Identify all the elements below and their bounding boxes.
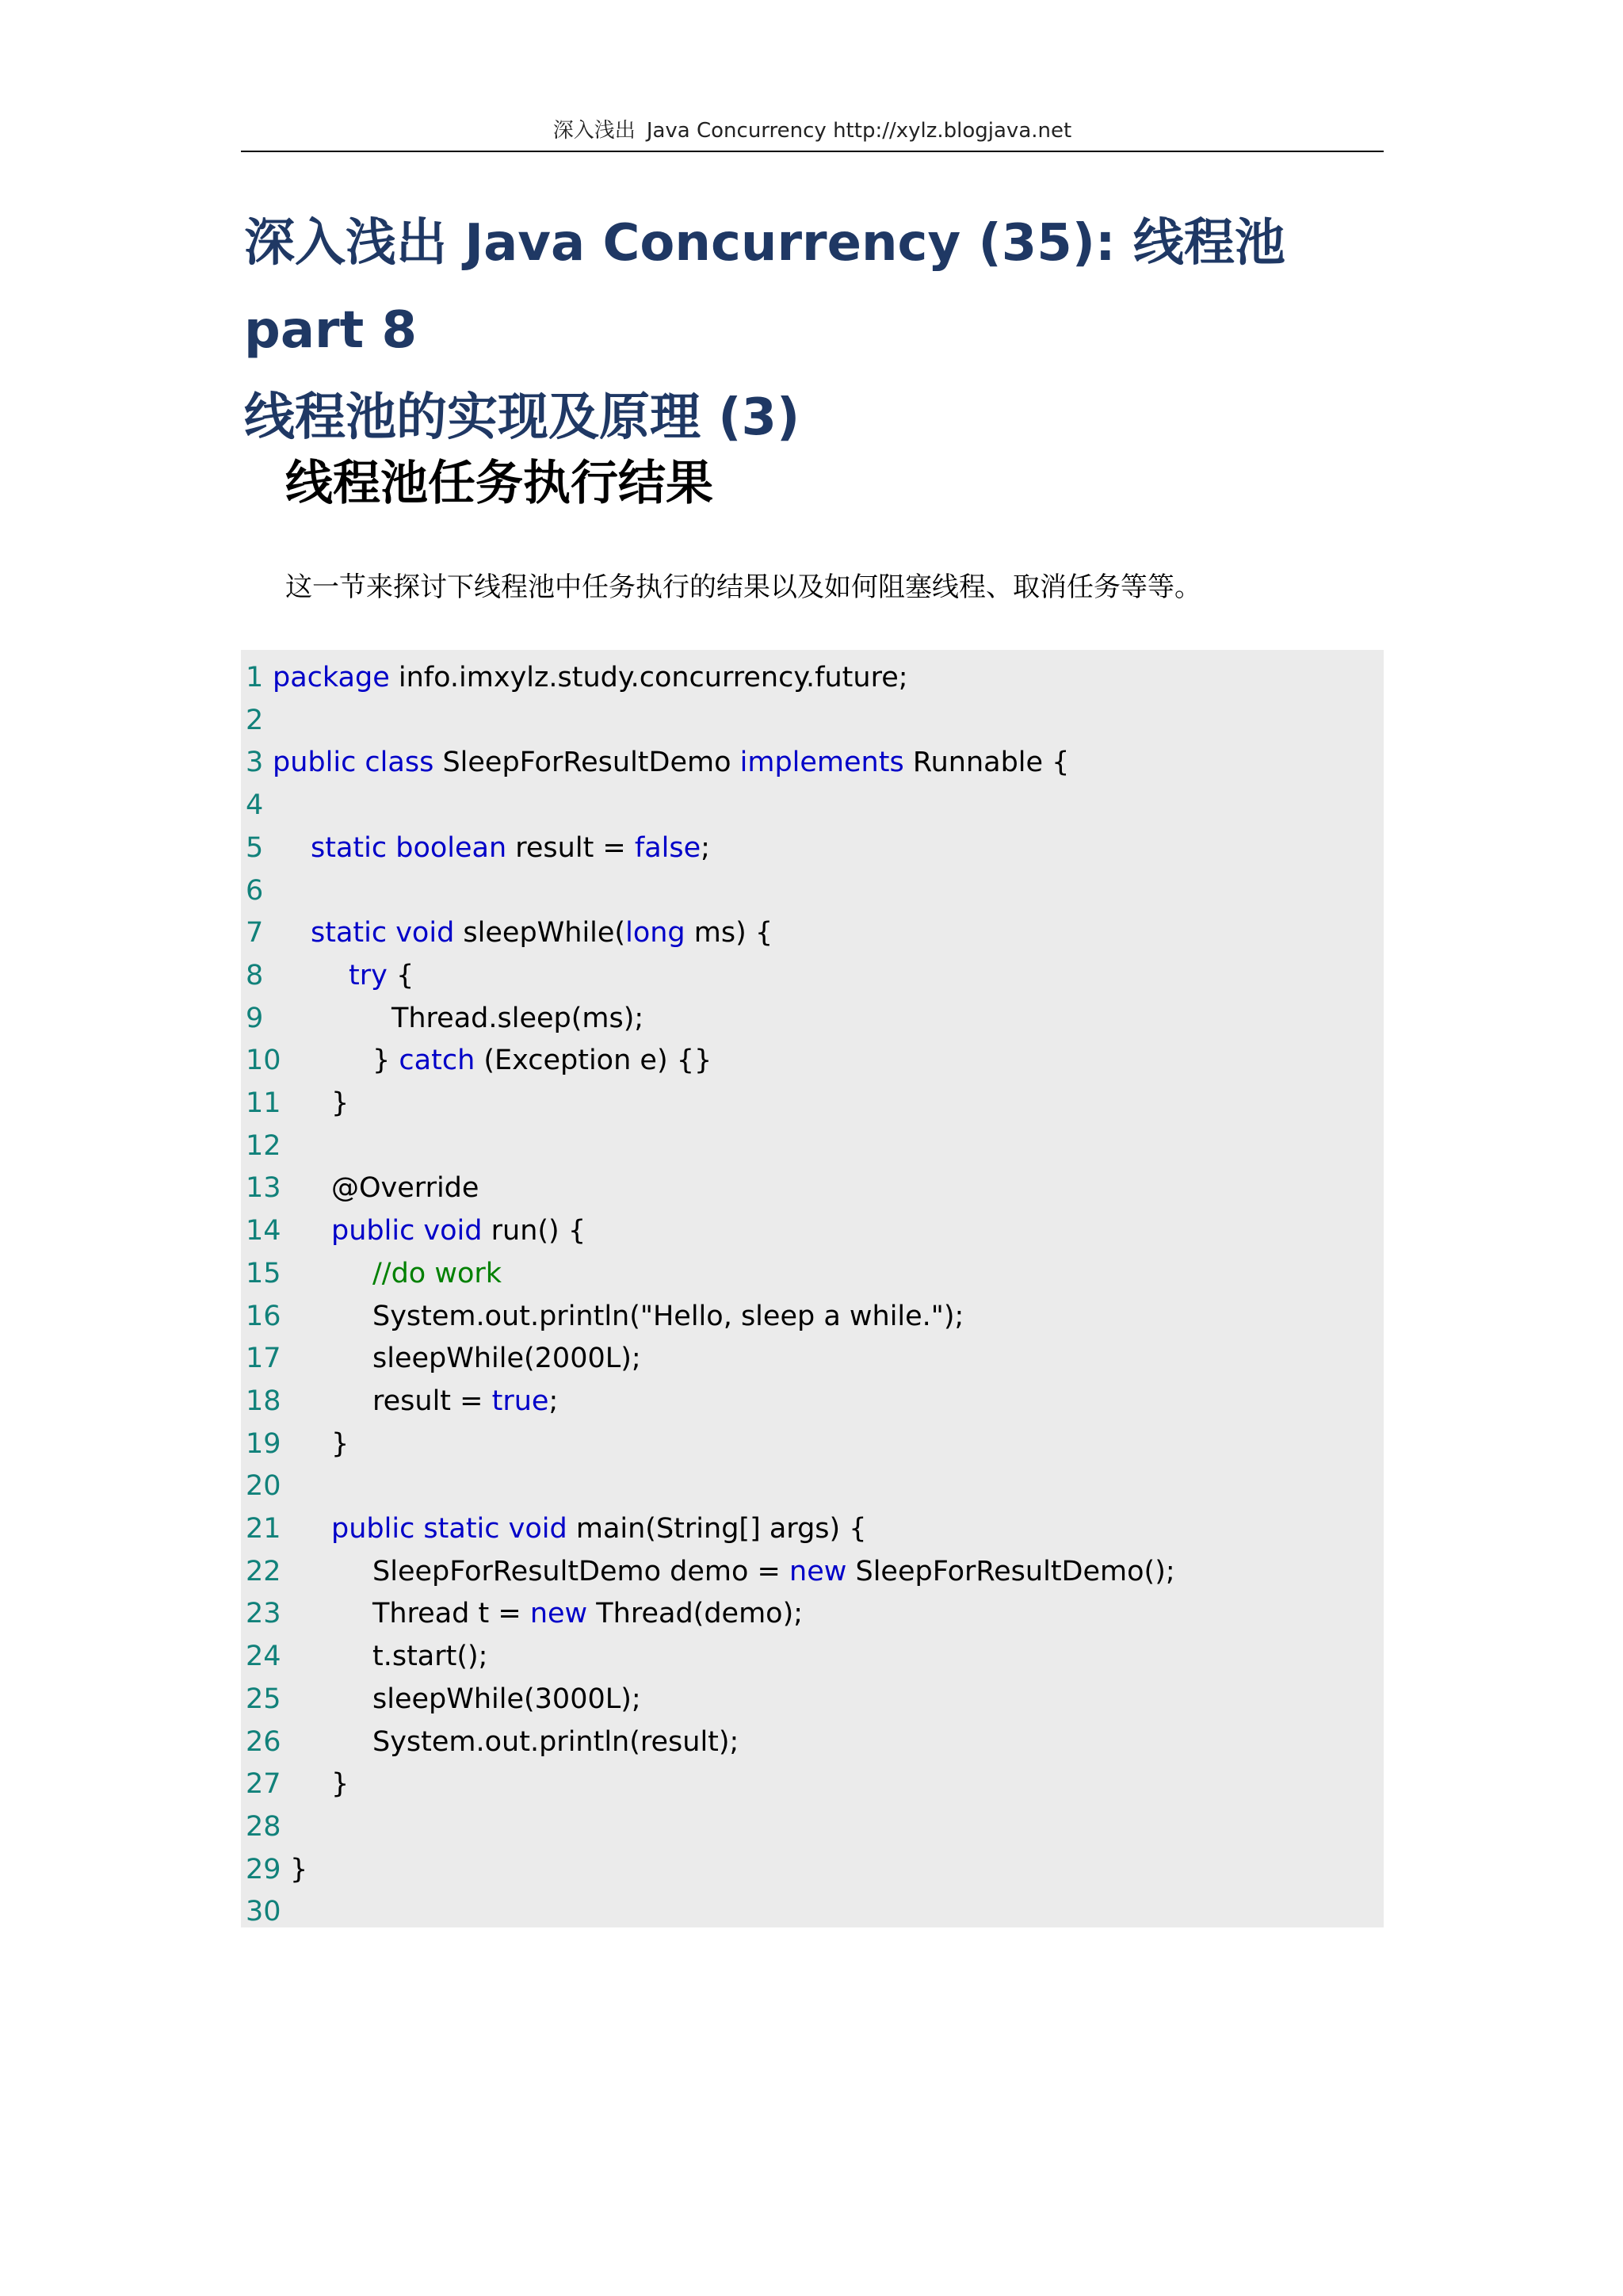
code-line	[241, 1763, 1384, 1805]
code-line	[241, 741, 1384, 784]
code-source	[273, 741, 1069, 784]
code-keyword: public void	[331, 1215, 483, 1247]
code-text: }	[331, 1768, 349, 1801]
code-source	[372, 1380, 558, 1423]
code-keyword: try	[349, 959, 388, 991]
code-keyword: true	[491, 1385, 549, 1417]
line-number: 28	[246, 1810, 281, 1843]
code-text: Thread t =	[372, 1598, 530, 1630]
code-line	[241, 954, 1384, 997]
code-text: System.out.println(result);	[372, 1725, 739, 1758]
code-keyword: static boolean	[311, 831, 507, 864]
code-keyword: implements	[739, 747, 904, 779]
code-text: result =	[372, 1385, 492, 1417]
code-text: sleepWhile(2000L);	[372, 1343, 641, 1375]
code-source	[372, 1295, 964, 1338]
code-text: main(String[] args) {	[567, 1513, 867, 1545]
title-line-2: 线程池的实现及原理 (3)	[244, 388, 800, 447]
code-keyword: package	[273, 662, 390, 693]
code-source	[311, 911, 773, 954]
code-line	[241, 997, 1384, 1040]
code-line	[241, 1507, 1384, 1550]
code-text: Thread.sleep(ms);	[391, 1002, 644, 1034]
code-line	[241, 1635, 1384, 1678]
line-number: 11	[246, 1087, 281, 1119]
code-line	[241, 1125, 1384, 1167]
code-text: Runnable {	[903, 747, 1070, 779]
code-keyword: long	[625, 917, 685, 949]
code-keyword: catch	[399, 1045, 475, 1077]
code-source	[331, 1209, 586, 1252]
code-source	[372, 1721, 739, 1763]
code-text: result =	[506, 831, 635, 864]
code-line	[241, 656, 1384, 699]
code-text: }	[331, 1087, 349, 1119]
line-number: 8	[246, 959, 264, 991]
line-number: 20	[246, 1470, 281, 1503]
code-text: info.imxylz.study.concurrency.future;	[389, 662, 908, 693]
line-number: 9	[246, 1002, 264, 1034]
code-line	[241, 699, 1384, 742]
line-number: 29	[246, 1853, 281, 1885]
code-text: System.out.println("Hello, sleep a while.");	[372, 1300, 964, 1332]
line-number: 1	[246, 662, 264, 693]
line-number: 19	[246, 1427, 281, 1460]
line-number: 5	[246, 831, 264, 864]
page-title	[244, 200, 1393, 461]
line-number: 30	[246, 1896, 281, 1928]
intro-paragraph: 这一节来探讨下线程池中任务执行的结果以及如何阻塞线程、取消任务等等。	[285, 571, 1201, 603]
line-number: 3	[246, 747, 264, 779]
title-line-1: 深入浅出 Java Concurrency (35): 线程池 part 8	[244, 214, 1285, 360]
code-line	[241, 1848, 1384, 1891]
code-line	[241, 1082, 1384, 1125]
line-number: 23	[246, 1598, 281, 1630]
header-en-text: Java Concurrency http://xylz.blogjava.net	[646, 119, 1072, 143]
code-keyword: new	[529, 1598, 588, 1630]
line-number: 15	[246, 1257, 281, 1289]
code-source	[331, 1763, 349, 1805]
code-source	[391, 997, 643, 1040]
line-number: 24	[246, 1641, 281, 1673]
code-line	[241, 1890, 1384, 1933]
code-keyword: public class	[273, 747, 434, 779]
code-keyword: new	[789, 1555, 847, 1587]
code-line	[241, 1805, 1384, 1848]
code-source	[331, 1507, 867, 1550]
code-source	[372, 1252, 502, 1295]
code-keyword: public static void	[331, 1513, 567, 1545]
line-number: 21	[246, 1513, 281, 1545]
line-number: 6	[246, 874, 264, 907]
code-line	[241, 1039, 1384, 1082]
code-line	[241, 869, 1384, 912]
code-text: sleepWhile(3000L);	[372, 1683, 641, 1715]
code-keyword: false	[634, 831, 701, 864]
section-heading: 线程池任务执行结果	[285, 456, 713, 511]
line-number: 17	[246, 1343, 281, 1375]
code-text: ;	[548, 1385, 559, 1417]
line-number: 16	[246, 1300, 281, 1332]
line-number: 13	[246, 1172, 281, 1205]
code-line	[241, 1167, 1384, 1209]
code-text: SleepForResultDemo	[433, 747, 740, 779]
line-number: 14	[246, 1215, 281, 1247]
code-text: }	[290, 1853, 308, 1885]
line-number: 2	[246, 704, 264, 736]
code-text: SleepForResultDemo();	[846, 1555, 1175, 1587]
line-number: 26	[246, 1725, 281, 1758]
code-text: SleepForResultDemo demo =	[372, 1555, 790, 1587]
code-line	[241, 827, 1384, 869]
code-text: Thread(demo);	[587, 1598, 804, 1630]
code-source	[331, 1082, 349, 1125]
code-keyword: static void	[311, 917, 455, 949]
code-line	[241, 1550, 1384, 1593]
code-line	[241, 1592, 1384, 1635]
code-source	[372, 1592, 803, 1635]
page-header	[241, 111, 1384, 152]
code-text: sleepWhile(	[454, 917, 626, 949]
code-text: ;	[701, 831, 710, 864]
code-source	[273, 656, 908, 699]
code-line	[241, 1380, 1384, 1423]
code-line	[241, 1209, 1384, 1252]
code-line	[241, 1252, 1384, 1295]
code-source	[331, 1167, 479, 1209]
code-line	[241, 911, 1384, 954]
code-text: t.start();	[372, 1641, 488, 1673]
code-line	[241, 1678, 1384, 1721]
line-number: 25	[246, 1683, 281, 1715]
code-source	[311, 827, 710, 869]
code-text: run() {	[482, 1215, 586, 1247]
code-text: @Override	[331, 1172, 479, 1205]
code-source	[372, 1550, 1175, 1593]
code-line	[241, 1295, 1384, 1338]
code-text: ms) {	[685, 917, 773, 949]
code-source	[349, 954, 414, 997]
code-text: (Exception e) {}	[475, 1045, 712, 1077]
line-number: 27	[246, 1768, 281, 1801]
code-source	[290, 1848, 307, 1891]
code-source	[372, 1337, 641, 1380]
code-source	[372, 1039, 712, 1082]
line-number: 7	[246, 917, 264, 949]
code-block	[241, 650, 1384, 1927]
code-line	[241, 1337, 1384, 1380]
code-text: {	[387, 959, 414, 991]
code-line	[241, 1423, 1384, 1465]
code-comment: //do work	[372, 1257, 502, 1289]
code-text: }	[331, 1427, 349, 1460]
code-line	[241, 1721, 1384, 1763]
code-text: }	[372, 1045, 399, 1077]
line-number: 10	[246, 1045, 281, 1077]
line-number: 12	[246, 1129, 281, 1162]
code-source	[372, 1635, 487, 1678]
code-source	[331, 1423, 349, 1465]
line-number: 18	[246, 1385, 281, 1417]
line-number: 22	[246, 1555, 281, 1587]
code-source	[372, 1678, 641, 1721]
code-line	[241, 784, 1384, 827]
header-cn-text: 深入浅出	[552, 119, 636, 143]
line-number: 4	[246, 789, 264, 822]
code-line	[241, 1465, 1384, 1507]
